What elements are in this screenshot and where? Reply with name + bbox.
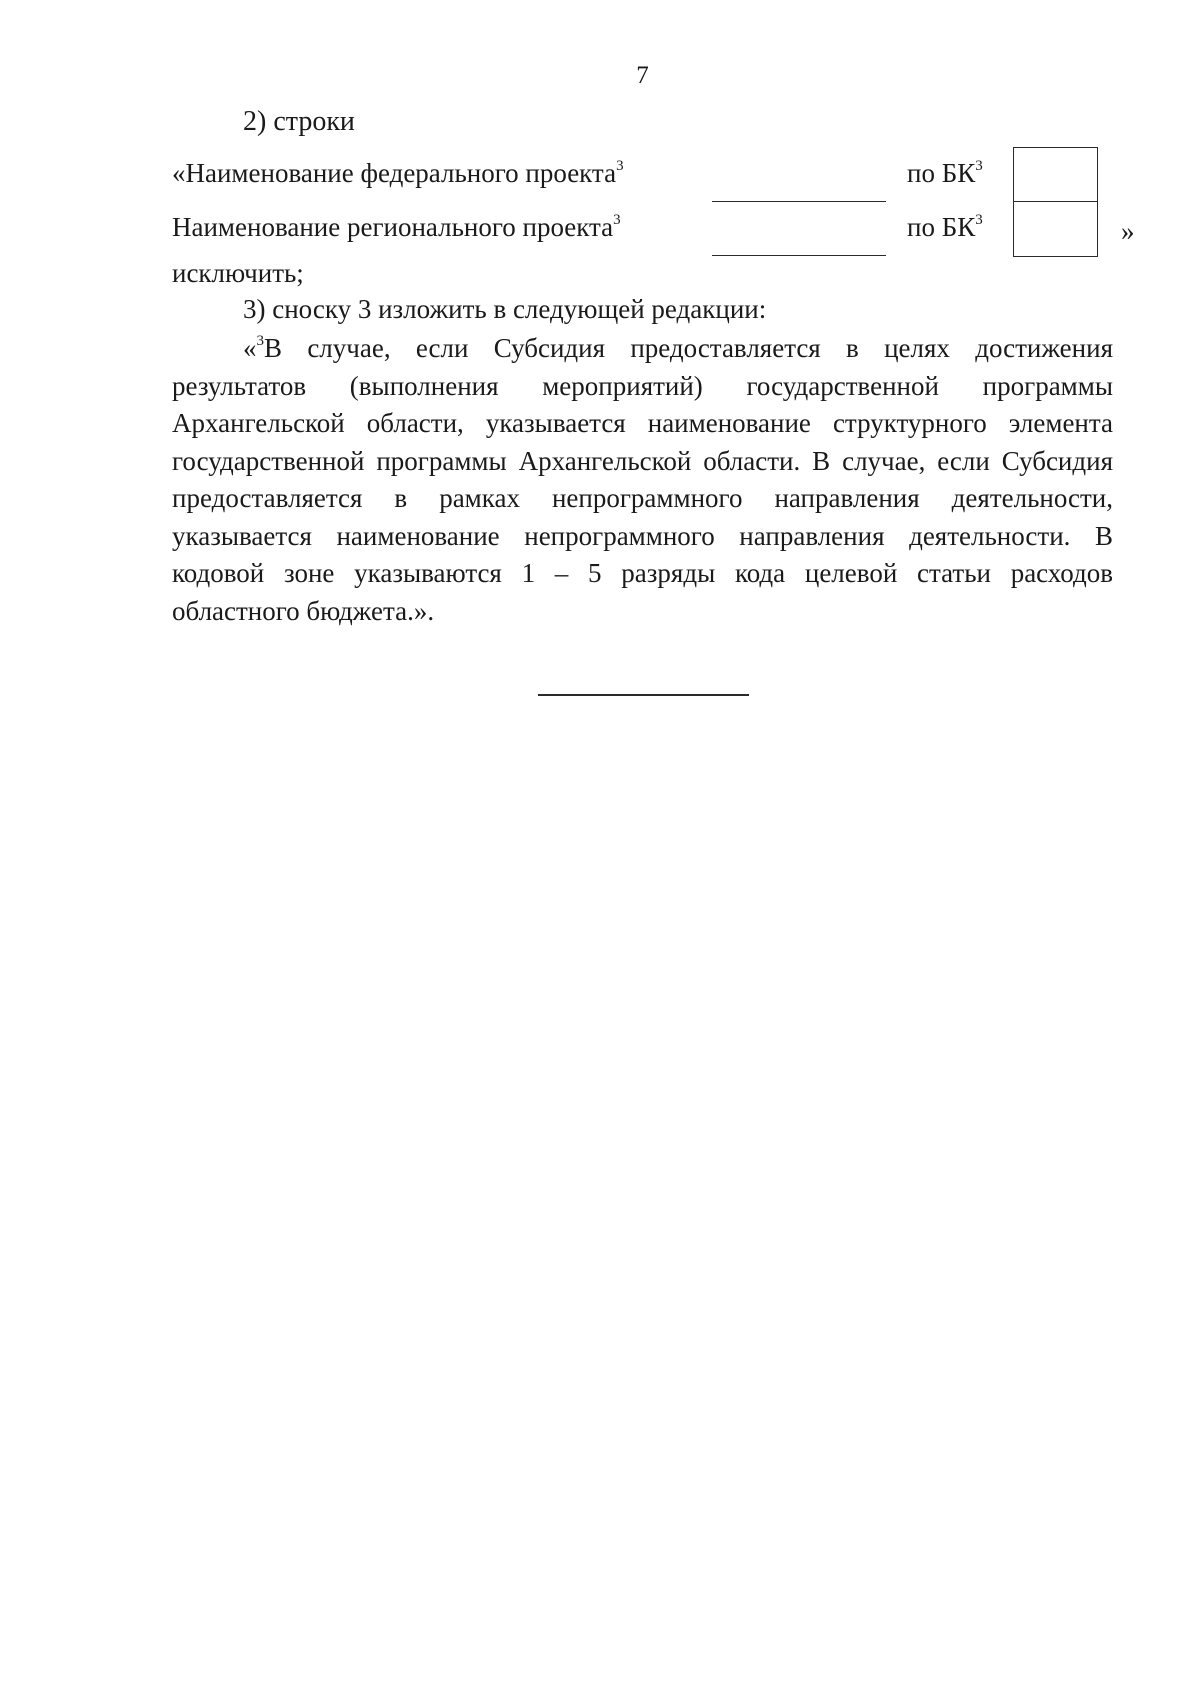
- footnote-open-quote: «: [243, 333, 257, 363]
- regional-code-box: [1013, 201, 1098, 257]
- regional-bk-label: [907, 212, 983, 243]
- footnote-sup: 3: [256, 333, 264, 349]
- federal-project-label-text: «Наименование федерального проекта: [172, 158, 617, 188]
- federal-bk-label-sup: 3: [975, 158, 983, 174]
- regional-bk-label-sup: 3: [975, 212, 983, 228]
- exclude-text: исключить;: [172, 258, 304, 288]
- regional-project-label: [172, 212, 621, 243]
- footnote-body: В случае, если Субсидия предоставляется в целях достижения результатов (выполнения мероприятий) государственной программы Архангельской области, указывается наименование структурного элемента государственной программы Архангельской области. В случае, если Субсидия предоставляется в рамках непрограммного направления деятельности, указывается наименование непрограммного направления деятельности. В кодовой зоне указываются 1 – 5 разряды кода целевой статьи расходов областного бюджета.».: [172, 333, 1113, 626]
- federal-bk-label: [907, 158, 983, 189]
- regional-project-label-sup: 3: [613, 212, 621, 228]
- federal-project-label: [172, 158, 624, 189]
- regional-project-label-text: Наименование регионального проекта: [172, 212, 614, 242]
- end-rule: [538, 694, 749, 696]
- federal-project-label-sup: 3: [616, 158, 624, 174]
- item-2-heading: 2) строки: [243, 106, 355, 137]
- federal-bk-label-text: по БК: [907, 158, 976, 188]
- federal-project-blank: [712, 201, 886, 202]
- regional-project-blank: [712, 255, 886, 256]
- item-3-heading: 3) сноску 3 изложить в следующей редакции:: [243, 294, 767, 324]
- footnote-paragraph: [172, 330, 1113, 630]
- federal-code-box: [1013, 147, 1098, 202]
- closing-quote: »: [1121, 216, 1135, 246]
- regional-bk-label-text: по БК: [907, 212, 976, 242]
- page-number: 7: [636, 62, 649, 89]
